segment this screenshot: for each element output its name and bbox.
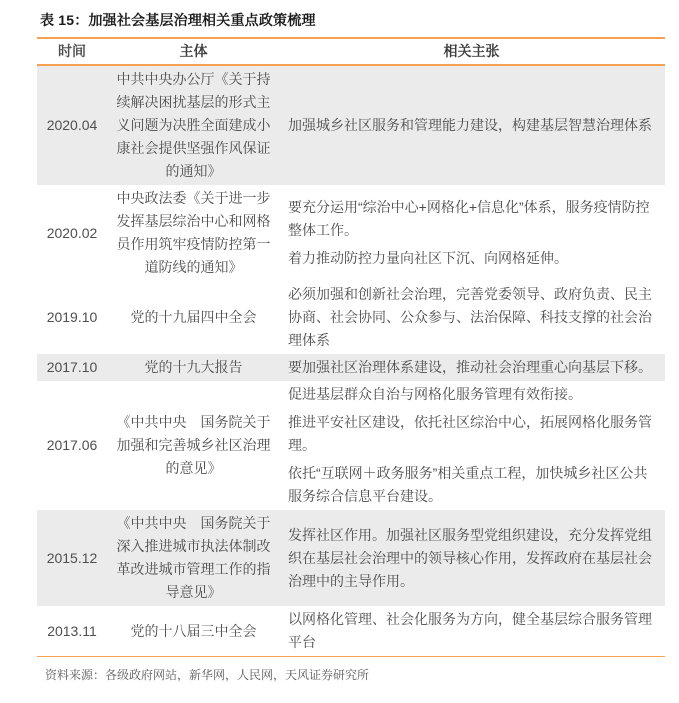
subject-cell: 《中共中央 国务院关于深入推进城市执法体制改革改进城市管理工作的指导意见》 xyxy=(116,515,271,600)
source-note: 资料来源：各级政府网站，新华网，人民网，天风证券研究所 xyxy=(45,668,370,682)
table-rows xyxy=(37,66,665,656)
table-row xyxy=(37,281,665,354)
claim-paragraph: 促进基层群众自治与网格化服务管理有效衔接。 xyxy=(288,386,582,402)
claim-paragraph: 要加强社区治理体系建设，推动社会治理重心向基层下移。 xyxy=(288,359,652,375)
table-row xyxy=(37,66,665,185)
claims-cell xyxy=(280,606,665,656)
subject-cell: 党的十九届四中全会 xyxy=(130,309,257,325)
claims-cell xyxy=(280,510,665,606)
bottom-rule xyxy=(37,656,665,657)
date-cell: 2019.10 xyxy=(46,309,98,325)
claim-paragraph: 着力推动防控力量向社区下沉、向网格延伸。 xyxy=(288,250,568,266)
table-row xyxy=(37,185,665,281)
subject-cell: 中央政法委《关于进一步发挥基层综治中心和网格员作用筑牢疫情防控第一道防线的通知》 xyxy=(116,190,271,275)
date-cell: 2020.02 xyxy=(46,224,98,241)
date-cell: 2013.11 xyxy=(47,622,97,639)
subject-cell: 党的十八届三中全会 xyxy=(130,622,257,639)
claim-paragraph: 必须加强和创新社会治理，完善党委领导、政府负责、民主协商、社会协同、公众参与、法治保障、科技支撑的社会治理体系 xyxy=(288,286,652,348)
date-cell: 2017.06 xyxy=(46,437,98,453)
header-subject: 主体 xyxy=(179,43,208,59)
table-title: 表 15：加强社会基层治理相关重点政策梳理 xyxy=(40,12,316,28)
claims-cell xyxy=(280,354,665,381)
date-cell: 2015.12 xyxy=(46,549,98,566)
claim-paragraph: 以网格化管理、社会化服务为方向，健全基层综合服务管理平台 xyxy=(288,611,652,650)
policy-table xyxy=(37,37,665,657)
table-row xyxy=(37,354,665,381)
claims-cell xyxy=(280,381,665,510)
header-time: 时间 xyxy=(58,43,86,59)
claim-paragraph: 发挥社区作用。加强社区服务型党组织建设，充分发挥党组织在基层社会治理中的领导核心作用，发挥政府在基层社会治理中的主导作用。 xyxy=(288,526,652,589)
date-cell: 2020.04 xyxy=(46,117,98,133)
claims-cell xyxy=(280,185,665,281)
date-cell: 2017.10 xyxy=(46,359,98,375)
claim-paragraph: 加强城乡社区服务和管理能力建设，构建基层智慧治理体系 xyxy=(288,117,652,133)
claims-cell xyxy=(280,66,665,185)
subject-cell: 党的十九大报告 xyxy=(144,359,243,375)
table-row xyxy=(37,510,665,606)
table-row xyxy=(37,381,665,510)
claims-cell xyxy=(280,281,665,354)
claim-paragraph: 要充分运用“综治中心+网格化+信息化”体系，服务疫情防控整体工作。 xyxy=(288,199,650,238)
report-table-page xyxy=(0,10,679,703)
claim-paragraph: 推进平安社区建设，依托社区综治中心，拓展网格化服务管理。 xyxy=(288,414,652,453)
table-row xyxy=(37,606,665,656)
subject-cell: 《中共中央 国务院关于加强和完善城乡社区治理的意见》 xyxy=(116,414,271,476)
subject-cell: 中共中央办公厅《关于持续解决困扰基层的形式主义问题为决胜全面建成小康社会提供坚强作风保证的通知》 xyxy=(116,71,271,179)
claim-paragraph: 依托“互联网＋政务服务”相关重点工程，加快城乡社区公共服务综合信息平台建设。 xyxy=(288,465,648,504)
table-header-row xyxy=(37,39,665,66)
header-claims: 相关主张 xyxy=(443,43,500,59)
